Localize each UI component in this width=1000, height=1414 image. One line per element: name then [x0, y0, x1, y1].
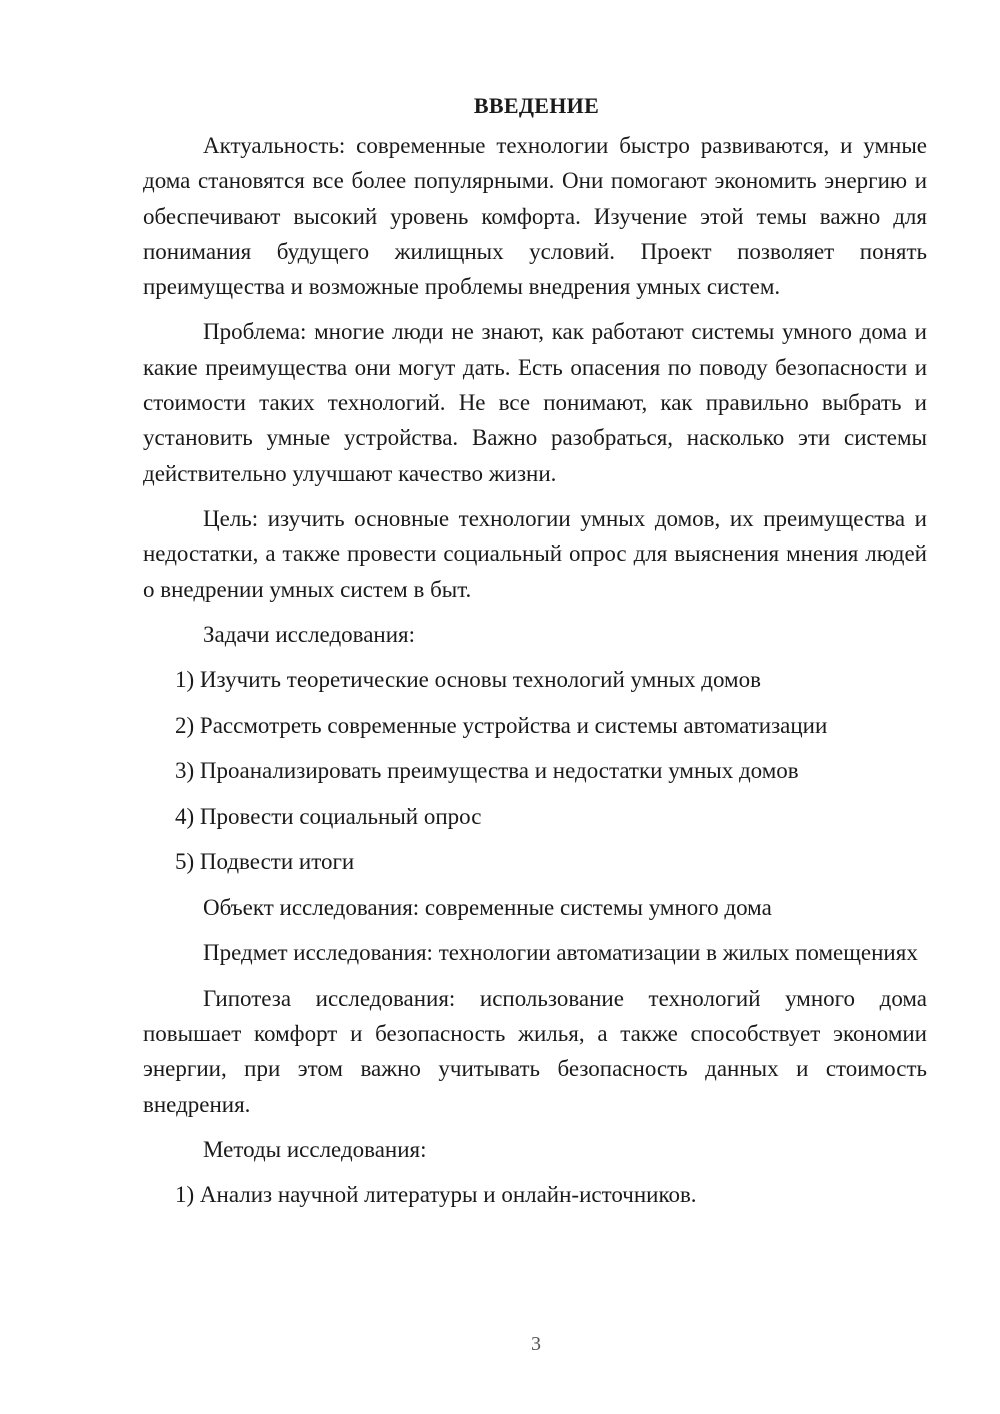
- task-item: 3) Проанализировать преимущества и недостатки умных домов: [175, 758, 799, 784]
- task-item: 2) Рассмотреть современные устройства и системы автоматизации: [175, 712, 828, 738]
- task-item: 4) Провести социальный опрос: [175, 803, 482, 829]
- page-content: [143, 93, 927, 1223]
- goal-paragraph: Цель: изучить основные технологии умных домов, их преимущества и недостатки, а также провести социальный опрос для выяснения мнения людей о внедрении умных систем в быт.: [143, 505, 927, 602]
- subject-paragraph: Предмет исследования: технологии автоматизации в жилых помещениях: [203, 940, 918, 966]
- relevance-paragraph: Актуальность: современные технологии быстро развиваются, и умные дома становятся все более популярными. Они помогают экономить энергию и обеспечивают высокий уровень комфорта. Изучение этой темы важно для понимания будущего жилищных условий. Проект позволяет понять преимущества и возможные проблемы внедрения умных систем.: [143, 133, 927, 300]
- task-item: 5) Подвести итоги: [175, 849, 355, 875]
- methods-heading: Методы исследования:: [203, 1136, 427, 1162]
- task-item: 1) Изучить теоретические основы технологий умных домов: [175, 667, 761, 693]
- object-paragraph: Объект исследования: современные системы умного дома: [203, 894, 772, 920]
- section-heading: ВВЕДЕНИЕ: [473, 93, 600, 118]
- hypothesis-paragraph: Гипотеза исследования: использование технологий умного дома повышает комфорт и безопасность жилья, а также способствует экономии энергии, при этом важно учитывать безопасность данных и стоимость внедрения.: [143, 985, 927, 1117]
- problem-paragraph: Проблема: многие люди не знают, как работают системы умного дома и какие преимущества они могут дать. Есть опасения по поводу безопасности и стоимости таких технологий. Не все понимают, как правильно выбрать и установить умные устройства. Важно разобраться, насколько эти системы действительно улучшают качество жизни.: [143, 319, 927, 486]
- tasks-heading: Задачи исследования:: [203, 621, 416, 647]
- method-item: 1) Анализ научной литературы и онлайн-источников.: [175, 1182, 697, 1208]
- page-number: 3: [531, 1333, 541, 1355]
